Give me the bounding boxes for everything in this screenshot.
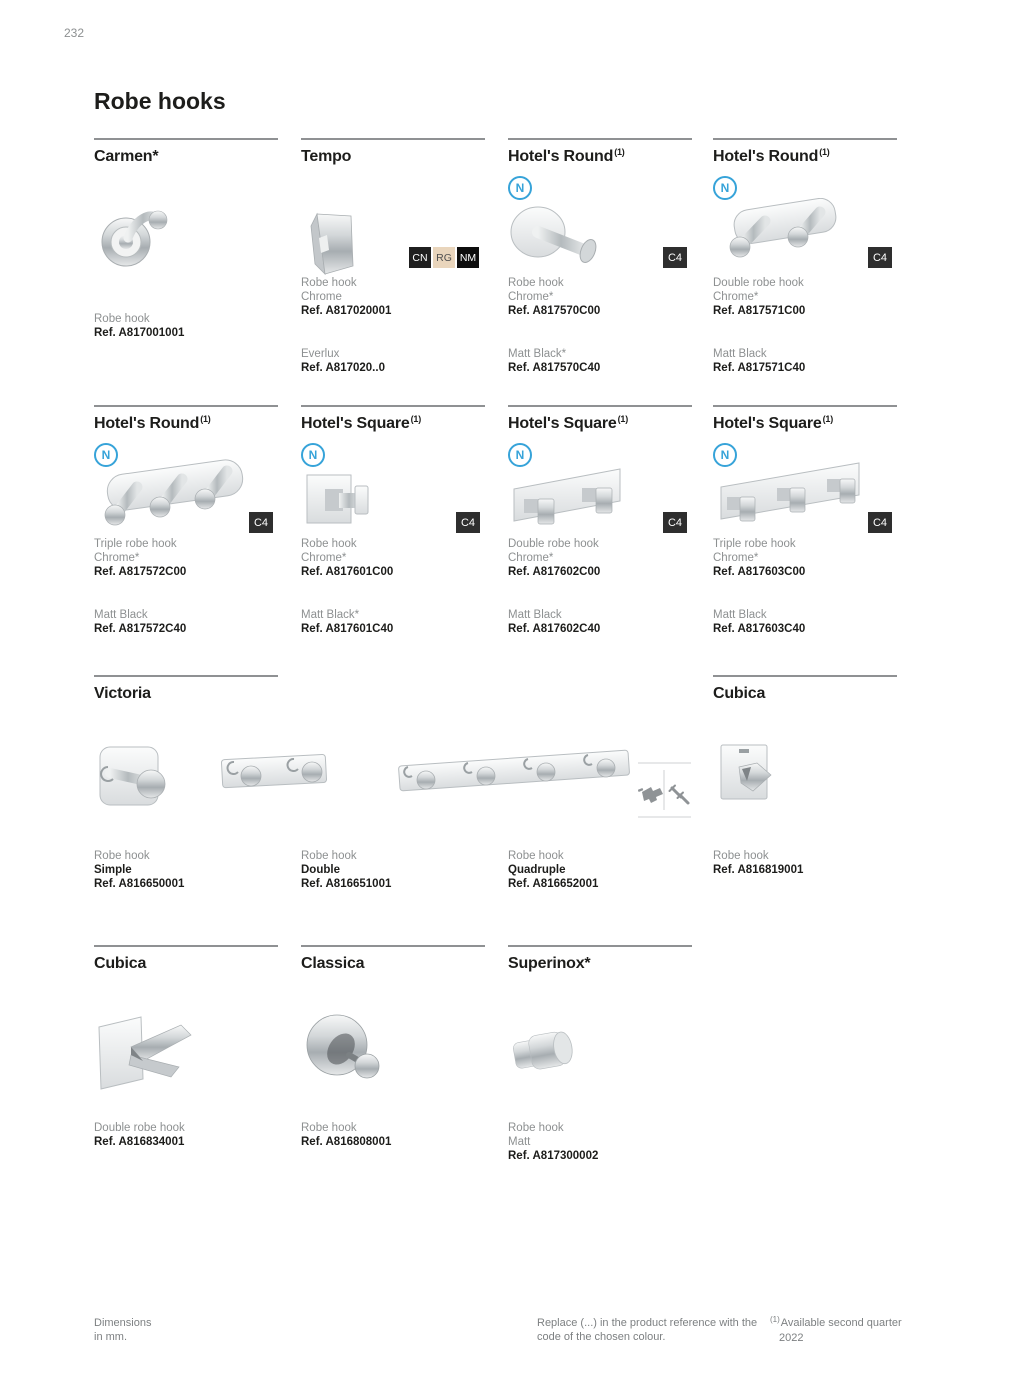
product-image-hotels-round-double	[718, 198, 850, 264]
product-ref: Ref. A816651001	[301, 878, 392, 890]
installation-icons	[638, 762, 691, 818]
product-card-superinox	[508, 945, 692, 1175]
product-title: Hotel's Square$^{(1)}$	[713, 414, 833, 432]
product-image-victoria-simple	[96, 733, 172, 820]
product-desc-variant	[713, 608, 805, 636]
product-desc-variant	[301, 608, 393, 636]
new-badge: N	[94, 443, 118, 467]
product-desc	[94, 1121, 185, 1149]
product-finish: Chrome*	[94, 552, 140, 564]
variant-ref: Ref. A817603C40	[713, 623, 806, 635]
c4-badge: C4	[456, 512, 480, 533]
divider	[94, 138, 278, 140]
product-finish: Matt	[508, 1136, 531, 1148]
product-card-tempo	[301, 138, 485, 388]
product-variant: Simple	[94, 864, 132, 876]
variant-finish: Matt Black	[508, 609, 562, 621]
product-desc-variant	[94, 608, 186, 636]
product-title: Cubica	[713, 685, 766, 702]
variant-finish: Everlux	[301, 348, 340, 360]
swatch-cn: CN	[409, 247, 431, 268]
product-card-cubica-double	[94, 945, 278, 1175]
finish-swatches	[409, 247, 479, 268]
product-desc-variant	[508, 347, 600, 375]
product-image-hotels-square-single	[303, 467, 371, 533]
divider	[713, 675, 897, 677]
new-badge: N	[713, 443, 737, 467]
c4-badge: C4	[249, 512, 273, 533]
product-image-hotels-square-double	[508, 461, 628, 541]
variant-ref: Ref. A817571C40	[713, 362, 806, 374]
product-image-victoria-double	[220, 750, 333, 794]
product-desc	[713, 276, 805, 318]
variant-finish: Matt Black*	[508, 348, 567, 360]
product-title: Victoria	[94, 685, 151, 702]
product-ref: Ref. A817001001	[94, 327, 185, 339]
product-title: Tempo	[301, 148, 352, 165]
divider	[94, 675, 278, 677]
product-ref: Ref. A816652001	[508, 878, 599, 890]
product-image-carmen	[98, 196, 178, 278]
product-desc	[508, 537, 600, 579]
product-desc-variant	[301, 347, 385, 375]
c4-badge: C4	[663, 512, 687, 533]
variant-finish: Matt Black	[94, 609, 148, 621]
new-badge: N	[508, 176, 532, 200]
product-desc	[713, 537, 805, 579]
product-title: Superinox*	[508, 955, 591, 972]
divider	[94, 405, 278, 407]
product-image-tempo	[301, 204, 363, 282]
product-type: Double robe hook	[94, 1122, 185, 1134]
product-ref: Ref. A817603C00	[713, 566, 806, 578]
new-badge: N	[508, 443, 532, 467]
swatch-rg: RG	[433, 247, 455, 268]
variant-ref: Ref. A817570C40	[508, 362, 601, 374]
product-ref: Ref. A817572C00	[94, 566, 187, 578]
product-type: Triple robe hook	[713, 538, 796, 550]
new-badge: N	[301, 443, 325, 467]
product-image-cubica-double	[95, 1007, 201, 1099]
product-desc	[94, 537, 186, 579]
screws-icon	[670, 786, 689, 804]
product-finish: Chrome*	[713, 291, 759, 303]
product-desc	[508, 1121, 598, 1163]
product-image-superinox	[508, 1022, 582, 1079]
variant-ref: Ref. A817602C40	[508, 623, 601, 635]
product-type: Robe hook	[301, 850, 357, 862]
page-number: 232	[64, 26, 85, 40]
product-title: Hotel's Square$^{(1)}$	[508, 414, 628, 432]
product-title: Cubica	[94, 955, 147, 972]
product-type: Robe hook	[301, 277, 357, 289]
product-card-hotels-square-single	[301, 405, 485, 655]
product-variant: Double	[301, 864, 340, 876]
page-title: Robe hooks	[94, 88, 226, 114]
product-card-victoria	[94, 675, 692, 905]
product-ref: Ref. A817570C00	[508, 305, 601, 317]
divider	[301, 405, 485, 407]
product-ref: Ref. A816819001	[713, 864, 804, 876]
product-type: Robe hook	[508, 1122, 564, 1134]
product-card-carmen	[94, 138, 278, 388]
product-desc-quadruple	[508, 849, 598, 891]
product-desc-simple	[94, 849, 184, 891]
product-image-classica	[301, 1007, 383, 1093]
footer-dimensions-note: Dimensions in mm.	[94, 1317, 152, 1343]
product-title: Carmen*	[94, 148, 159, 165]
product-type: Triple robe hook	[94, 538, 177, 550]
product-ref: Ref. A816834001	[94, 1136, 185, 1148]
variant-ref: Ref. A817601C40	[301, 623, 394, 635]
divider	[713, 138, 897, 140]
divider	[301, 138, 485, 140]
product-title: Hotel's Square$^{(1)}$	[301, 414, 421, 432]
divider	[94, 945, 278, 947]
variant-finish: Matt Black	[713, 609, 767, 621]
product-ref: Ref. A817300002	[508, 1150, 599, 1162]
product-type: Robe hook	[713, 850, 769, 862]
drill-icon	[638, 787, 663, 803]
product-type: Double robe hook	[508, 538, 599, 550]
product-desc	[301, 1121, 391, 1149]
product-ref: Ref. A817601C00	[301, 566, 394, 578]
product-ref: Ref. A817571C00	[713, 305, 806, 317]
product-type: Robe hook	[94, 313, 150, 325]
product-card-hotels-square-triple	[713, 405, 897, 655]
c4-badge: C4	[868, 512, 892, 533]
footnote-marker: (1)	[770, 1315, 780, 1324]
product-finish: Chrome*	[508, 291, 554, 303]
variant-ref: Ref. A817020..0	[301, 362, 385, 374]
product-card-hotels-round-triple	[94, 405, 278, 655]
product-ref: Ref. A817602C00	[508, 566, 601, 578]
product-desc	[713, 849, 803, 877]
product-type: Robe hook	[301, 538, 357, 550]
product-card-hotels-square-double	[508, 405, 692, 655]
product-finish: Chrome*	[713, 552, 759, 564]
product-type: Robe hook	[508, 850, 564, 862]
product-finish: Chrome	[301, 291, 342, 303]
new-badge: N	[713, 176, 737, 200]
c4-badge: C4	[868, 247, 892, 268]
variant-finish: Matt Black*	[301, 609, 360, 621]
product-finish: Chrome*	[508, 552, 554, 564]
product-type: Robe hook	[94, 850, 150, 862]
swatch-nm: NM	[457, 247, 479, 268]
divider	[508, 945, 692, 947]
product-ref: Ref. A816650001	[94, 878, 185, 890]
product-image-hotels-round-single	[508, 206, 603, 270]
product-card-hotels-round-double	[713, 138, 897, 388]
product-image-hotels-round-triple	[95, 457, 250, 537]
product-image-victoria-quadruple	[396, 745, 637, 800]
product-desc-double	[301, 849, 391, 891]
variant-ref: Ref. A817572C40	[94, 623, 187, 635]
divider	[301, 945, 485, 947]
footer-replace-note: Replace (...) in the product reference with the code of the chosen colour.	[537, 1317, 758, 1343]
product-desc	[301, 276, 391, 318]
product-desc	[94, 312, 184, 340]
product-type: Double robe hook	[713, 277, 804, 289]
product-ref: Ref. A817020001	[301, 305, 392, 317]
product-desc-variant	[713, 347, 805, 375]
divider	[713, 405, 897, 407]
product-desc-variant	[508, 608, 600, 636]
product-title: Hotel's Round$^{(1)}$	[508, 147, 625, 165]
divider	[508, 138, 692, 140]
product-image-cubica-single	[713, 737, 779, 815]
product-title: Hotel's Round$^{(1)}$	[94, 414, 211, 432]
product-desc	[301, 537, 393, 579]
product-title: Classica	[301, 955, 365, 972]
c4-badge: C4	[663, 247, 687, 268]
divider	[508, 405, 692, 407]
variant-finish: Matt Black	[713, 348, 767, 360]
product-card-classica	[301, 945, 485, 1175]
product-card-hotels-round-single	[508, 138, 692, 388]
product-desc	[508, 276, 600, 318]
product-finish: Chrome*	[301, 552, 347, 564]
product-image-hotels-square-triple	[715, 455, 865, 543]
product-card-cubica-single	[713, 675, 897, 905]
product-ref: Ref. A816808001	[301, 1136, 392, 1148]
product-variant: Quadruple	[508, 864, 566, 876]
product-type: Robe hook	[508, 277, 564, 289]
footer-availability-note: $^{(1)}$Available second quarter 2022	[770, 1315, 902, 1344]
product-type: Robe hook	[301, 1122, 357, 1134]
product-title: Hotel's Round$^{(1)}$	[713, 147, 830, 165]
